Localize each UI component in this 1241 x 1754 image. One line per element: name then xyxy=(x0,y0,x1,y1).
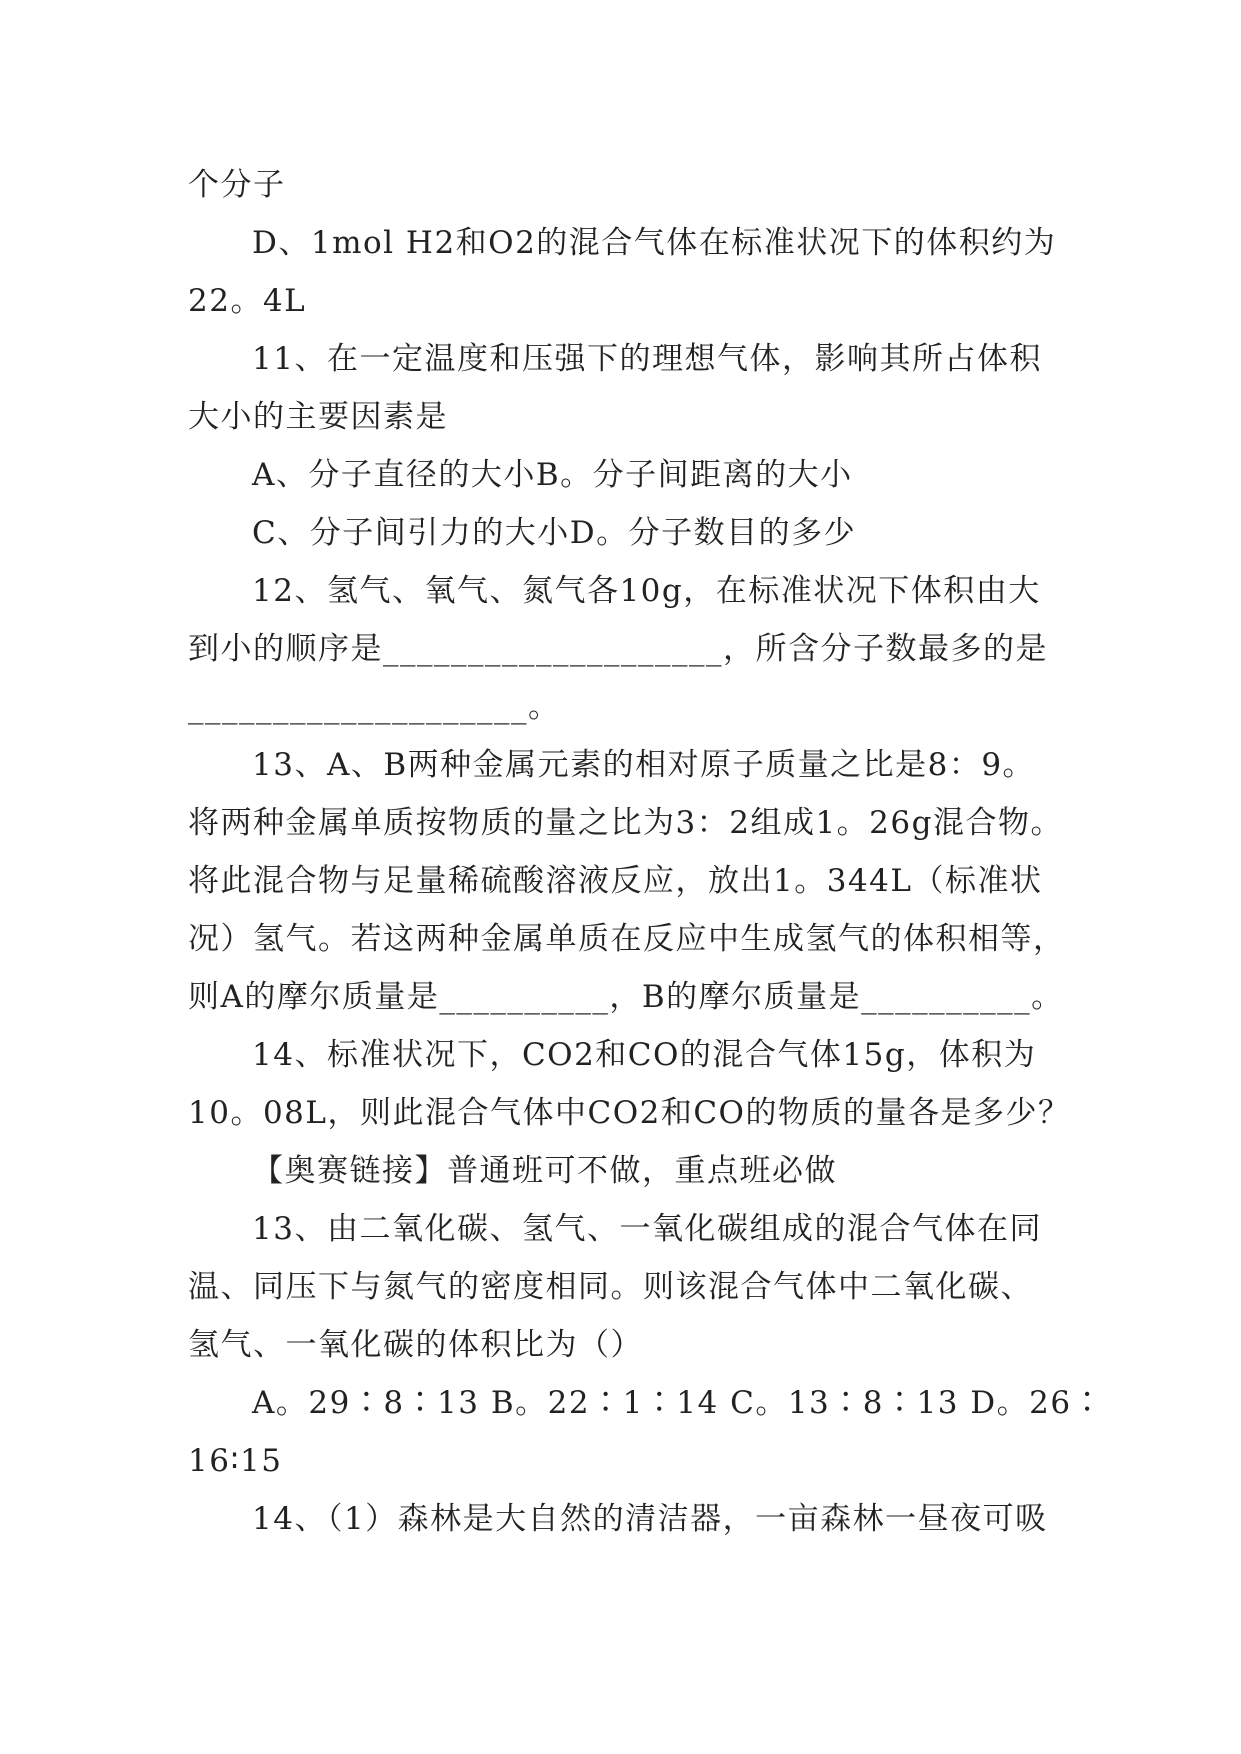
text-line: 将两种金属单质按物质的量之比为3：2组成1。26g混合物。 xyxy=(188,805,1063,841)
text-line: 温、同压下与氮气的密度相同。则该混合气体中二氧化碳、 xyxy=(188,1269,1033,1305)
question-12: 12、氢气、氧气、氮气各10g，在标准状况下体积由大 xyxy=(252,573,1041,609)
section-heading: 【奥赛链接】普通班可不做，重点班必做 xyxy=(252,1153,837,1189)
option-line: A、分子直径的大小B。分子间距离的大小 xyxy=(252,457,853,493)
text-line: 10。08L，则此混合气体中CO2和CO的物质的量各是多少？ xyxy=(188,1095,1071,1131)
text-line: D、1mol H2和O2的混合气体在标准状况下的体积约为 xyxy=(252,225,1057,261)
text-line: 16∶15 xyxy=(188,1443,283,1479)
text-line: 将此混合物与足量稀硫酸溶液反应，放出1。344L（标准状 xyxy=(188,863,1043,899)
question-13: 13、A、B两种金属元素的相对原子质量之比是8：9。 xyxy=(252,747,1036,783)
option-line: A。29∶8∶13 B。22∶1∶14 C。13∶8∶13 D。26∶ xyxy=(252,1385,1105,1421)
text-line: 则A的摩尔质量是__________，B的摩尔质量是__________。 xyxy=(188,979,1064,1015)
text-line: 大小的主要因素是 xyxy=(188,399,448,435)
question-11: 11、在一定温度和压强下的理想气体，影响其所占体积 xyxy=(252,341,1042,377)
option-line: C、分子间引力的大小D。分子数目的多少 xyxy=(252,515,857,551)
document-body xyxy=(188,156,1105,1548)
question-14: 14、标准状况下，CO2和CO的混合气体15g，体积为 xyxy=(252,1037,1037,1073)
text-line: 况）氢气。若这两种金属单质在反应中生成氢气的体积相等， xyxy=(188,921,1066,957)
text-line: 个分子 xyxy=(188,167,286,203)
text-line: 22。4L xyxy=(188,283,307,319)
text-line: 到小的顺序是____________________，所含分子数最多的是 xyxy=(188,631,1048,667)
text-line: ____________________。 xyxy=(188,689,561,725)
question-13-olympiad: 13、由二氧化碳、氢气、一氧化碳组成的混合气体在同 xyxy=(252,1211,1042,1247)
text-line: 氢气、一氧化碳的体积比为（） xyxy=(188,1327,643,1363)
question-14-olympiad: 14、（1）森林是大自然的清洁器，一亩森林一昼夜可吸 xyxy=(252,1501,1048,1537)
